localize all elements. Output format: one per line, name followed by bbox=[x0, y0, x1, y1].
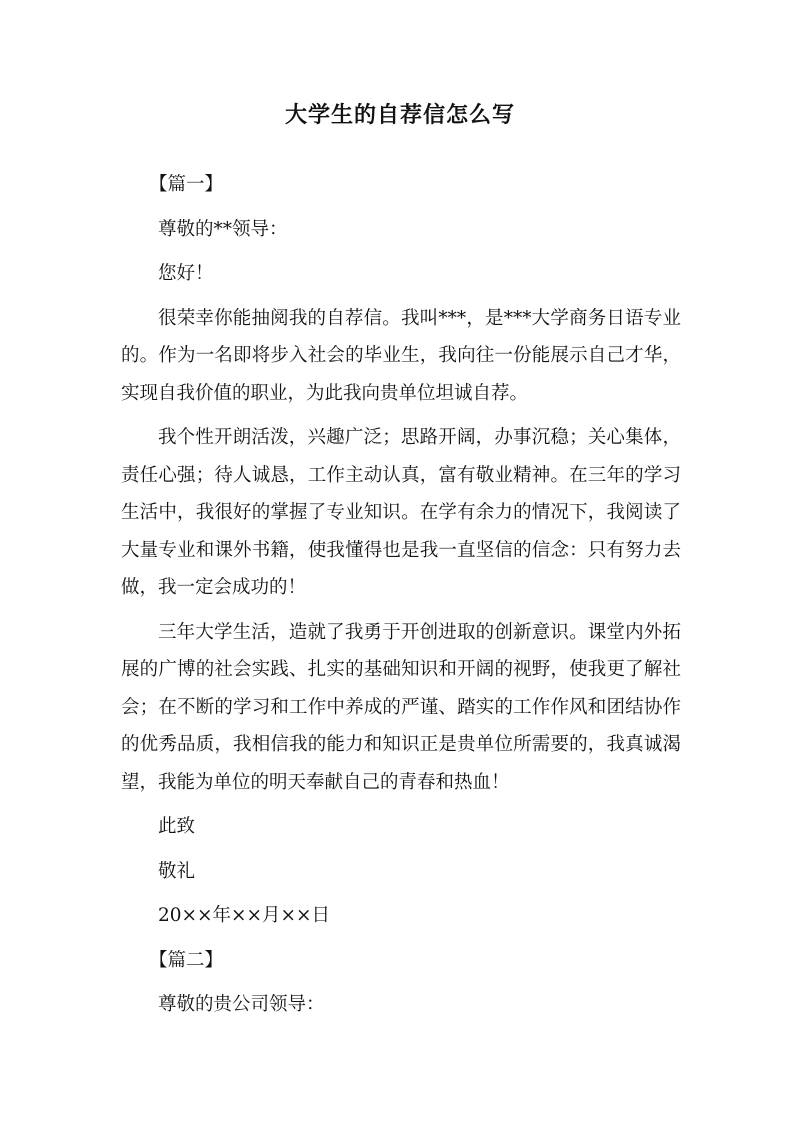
closing-line-1: 此致 bbox=[158, 816, 196, 837]
section-heading-1: 【篇一】 bbox=[149, 174, 224, 195]
greeting: 您好！ bbox=[158, 263, 214, 284]
document-title: 大学生的自荐信怎么写 bbox=[284, 103, 515, 128]
paragraph-2: 我个性开朗活泼，兴趣广泛；思路开阔，办事沉稳；关心集体，责任心强；待人诚恳，工作主动认真，富有敬业精神。在三年的学习生活中，我很好的掌握了专业知识。在学有余力的情况下，我阅读了大量专业和课外书籍，使我懂得也是我一直坚信的信念：只有努力去做，我一定会成功的！ bbox=[121, 427, 681, 598]
document-body bbox=[121, 166, 681, 1031]
closing-line-2: 敬礼 bbox=[158, 860, 196, 882]
letter-date: 20××年××月××日 bbox=[158, 905, 331, 926]
salutation-1: 尊敬的**领导： bbox=[158, 218, 288, 240]
paragraph-3: 三年大学生活，造就了我勇于开创进取的创新意识。课堂内外拓展的广博的社会实践、扎实的基础知识和开阔的视野，使我更了解社会；在不断的学习和工作中养成的严谨、踏实的工作作风和团结协作的优秀品质，我相信我的能力和知识正是贵单位所需要的，我真诚渴望，我能为单位的明天奉献自己的青春和热血！ bbox=[121, 621, 681, 793]
paragraph-1: 很荣幸你能抽阅我的自荐信。我叫***，是***大学商务日语专业的。作为一名即将步入社会的毕业生，我向往一份能展示自己才华，实现自我价值的职业，为此我向贵单位坦诚自荐。 bbox=[121, 307, 681, 404]
salutation-2: 尊敬的贵公司领导： bbox=[158, 994, 325, 1015]
section-heading-2: 【篇二】 bbox=[149, 949, 224, 971]
